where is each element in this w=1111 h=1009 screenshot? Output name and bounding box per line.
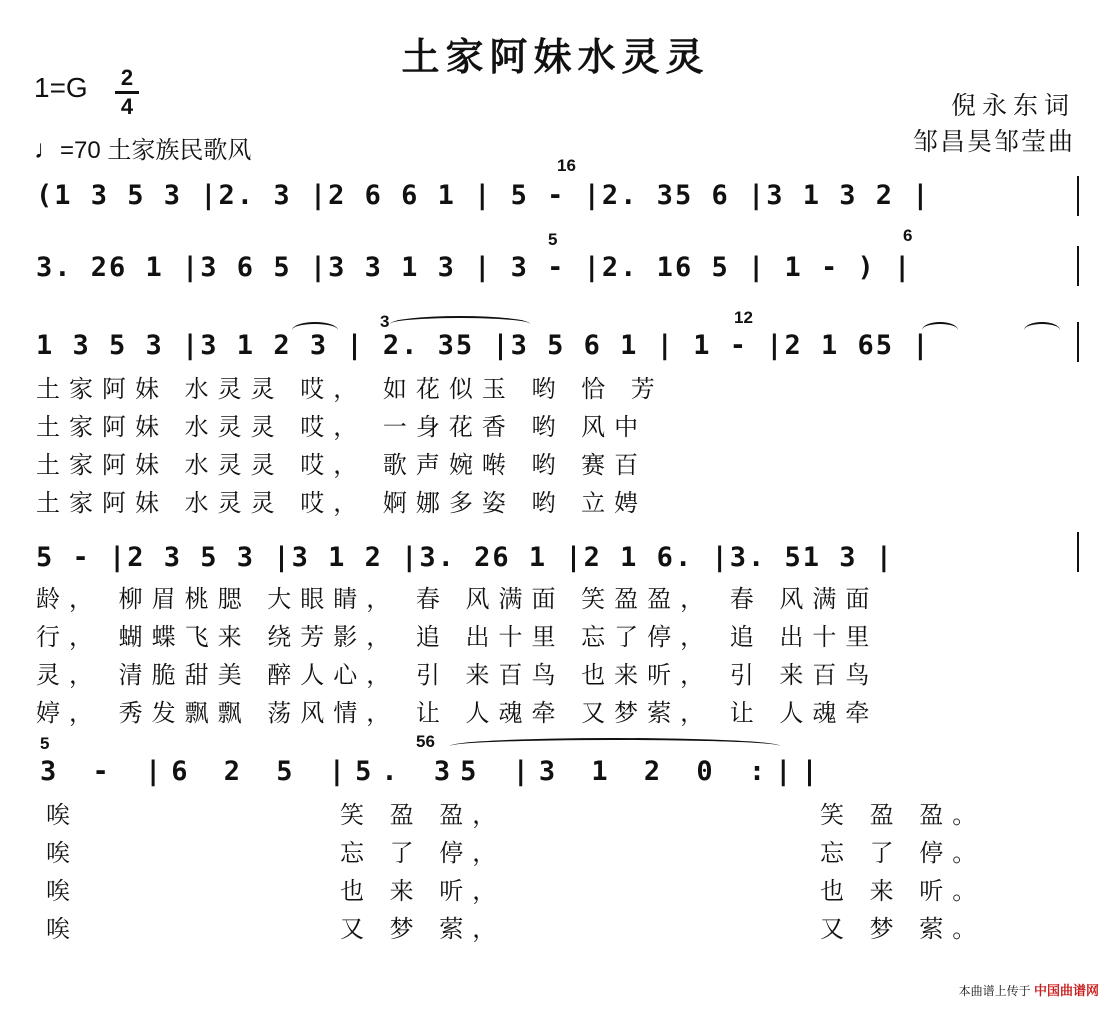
grace-note: 5	[40, 734, 50, 753]
score-row-2	[0, 226, 1111, 288]
lyricist-credit: 倪永东词	[950, 91, 1075, 120]
footer	[959, 980, 1099, 999]
lyric-word: 唉	[46, 801, 79, 829]
style-label: 土家族民歌风	[107, 137, 252, 164]
key-signature: 1=G	[34, 72, 88, 103]
lyric-word: 又 梦 萦，	[340, 915, 506, 943]
slur	[450, 738, 780, 754]
grace-note: 3	[380, 312, 390, 331]
lyric-word: 笑 盈 盈，	[340, 801, 506, 829]
lyric-word: 忘 了 停，	[340, 839, 506, 867]
score-row-5	[0, 732, 1111, 792]
lyric-word: 又 梦 萦。	[820, 915, 986, 943]
lyric-word: 唉	[46, 839, 79, 867]
notation-line: 3. 26 1 |3 6 5 |3 3 1 3 | 3 - |2. 16 5 | 1 - ) |	[36, 252, 913, 283]
site-logo[interactable]: 中国曲谱网	[1033, 983, 1099, 998]
lyric-word: 也 来 听，	[340, 877, 506, 905]
slur	[292, 322, 338, 338]
lyric-line: 土家阿妹 水灵灵 哎， 一身花香 哟 风中	[36, 413, 648, 441]
score-row-1	[0, 156, 1111, 216]
grace-note: 6	[903, 226, 913, 245]
score-row-4	[0, 538, 1111, 578]
slur	[922, 322, 958, 338]
notation-line: 3 - |6 2 5 |5. 35 |3 1 2 0 :||	[40, 756, 828, 787]
lyric-line: 土家阿妹 水灵灵 哎， 如花似玉 哟 恰 芳	[36, 375, 664, 403]
lyric-word: 也 来 听。	[820, 877, 986, 905]
time-numerator: 2	[120, 65, 134, 90]
quarter-note-icon: ♩	[34, 134, 60, 164]
lyric-line: 灵， 清脆甜美 醉人心， 引 来百鸟 也来听， 引 来百鸟	[36, 661, 879, 689]
time-signature	[115, 66, 139, 119]
bar-line	[1077, 176, 1079, 216]
tempo-value: =70	[60, 137, 101, 164]
lyric-word: 忘 了 停。	[820, 839, 986, 867]
lyric-word: 笑 盈 盈。	[820, 801, 986, 829]
lyric-line: 土家阿妹 水灵灵 哎， 歌声婉啭 哟 赛百	[36, 451, 648, 479]
grace-note: 56	[416, 732, 435, 751]
lyric-line: 土家阿妹 水灵灵 哎， 婀娜多姿 哟 立娉	[36, 489, 648, 517]
notation-line: (1 3 5 3 |2. 3 |2 6 6 1 | 5 - |2. 35 6 |3 1 3 2 |	[36, 180, 931, 211]
lyric-line: 婷， 秀发飘飘 荡风情， 让 人魂牵 又梦萦， 让 人魂牵	[36, 699, 879, 727]
grace-note: 5	[548, 230, 558, 249]
bar-line	[1077, 246, 1079, 286]
composer-credit: 邹昌昊邹莹曲	[912, 127, 1075, 156]
lyric-word: 唉	[46, 877, 79, 905]
time-denominator: 4	[120, 94, 134, 119]
grace-note: 12	[734, 308, 753, 327]
score-row-3	[0, 308, 1111, 366]
slur	[1024, 322, 1060, 338]
tempo-marking	[34, 130, 251, 165]
grace-note: 16	[557, 156, 576, 175]
bar-line	[1077, 322, 1079, 362]
song-title: 土家阿妹水灵灵	[401, 34, 710, 79]
lyric-line: 龄， 柳眉桃腮 大眼睛， 春 风满面 笑盈盈， 春 风满面	[36, 585, 879, 613]
notation-line: 1 3 5 3 |3 1 2 3 | 2. 35 |3 5 6 1 | 1 - |2 1 65 |	[36, 330, 931, 361]
slur	[390, 316, 530, 332]
lyric-word: 唉	[46, 915, 79, 943]
footer-text: 本曲谱上传于	[958, 984, 1031, 998]
lyric-line: 行， 蝴蝶飞来 绕芳影， 追 出十里 忘了停， 追 出十里	[36, 623, 879, 651]
notation-line: 5 - |2 3 5 3 |3 1 2 |3. 26 1 |2 1 6. |3. 51 3 |	[36, 542, 895, 573]
bar-line	[1077, 532, 1079, 572]
